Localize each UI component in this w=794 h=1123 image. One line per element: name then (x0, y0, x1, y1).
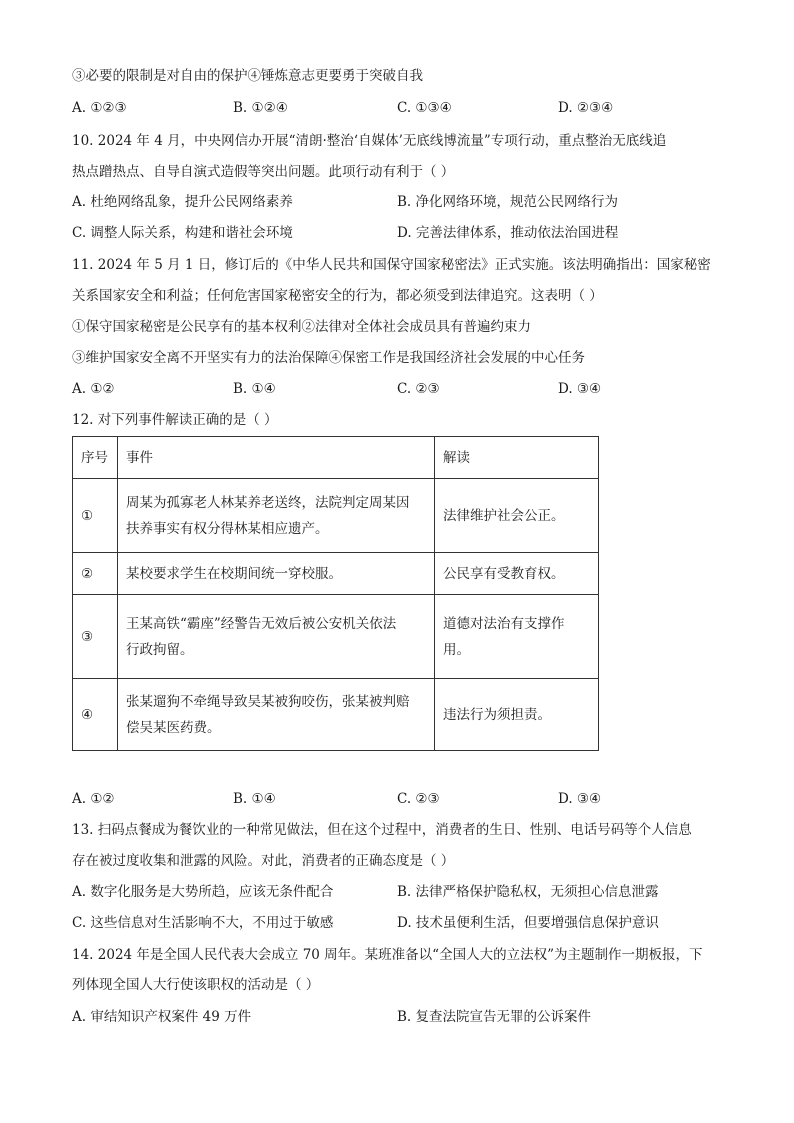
q9-option-d: D. ②③④ (558, 100, 614, 116)
table-header-row (73, 437, 599, 479)
header-interp: 解读 (435, 437, 599, 479)
row-event (118, 553, 435, 595)
q12-option-a: A. ①② (72, 791, 115, 807)
row-event (118, 679, 435, 751)
table-row (73, 595, 599, 679)
q11-option-b: B. ①④ (233, 381, 276, 397)
row-interp-line1: 公民享有受教育权。 (443, 565, 565, 582)
table-row (73, 479, 599, 553)
q10-option-d: D. 完善法律体系，推动依法治国进程 (397, 225, 619, 241)
q11-stem-line1: 11. 2024 年 5 月 1 日，修订后的《中华人民共和国保守国家秘密法》正式实施。该法明确指出：国家秘密 (72, 257, 711, 273)
row-interp-line1: 法律维护社会公正。 (443, 507, 565, 524)
q11-option-c: C. ②③ (397, 381, 440, 397)
row-interp (435, 679, 599, 751)
table-row (73, 679, 599, 751)
row-no: ① (73, 479, 118, 553)
row-no: ③ (73, 595, 118, 679)
q11-items-line2: ③维护国家安全离不开坚实有力的法治保障④保密工作是我国经济社会发展的中心任务 (72, 350, 585, 366)
q14-stem-line2: 列体现全国人大行使该职权的活动是（ ） (72, 977, 320, 993)
q12-option-b: B. ①④ (233, 791, 276, 807)
q13-stem-line2: 存在被过度收集和泄露的风险。对此，消费者的正确态度是（ ） (72, 853, 455, 869)
q14-stem-line1: 14. 2024 年是全国人民代表大会成立 70 周年。某班准备以“全国人大的立法权”为主题制作一期板报，下 (72, 947, 703, 963)
q11-option-d: D. ③④ (558, 381, 602, 397)
row-interp-line1: 道德对法治有支撑作 (443, 615, 565, 632)
q10-option-b: B. 净化网络环境，规范公民网络行为 (397, 194, 619, 210)
q9-option-a: A. ①②③ (72, 100, 127, 116)
table-row (73, 553, 599, 595)
row-event-line2: 偿吴某医药费。 (126, 719, 221, 736)
row-event-line1: 周某为孤寡老人林某养老送终，法院判定周某因 (126, 494, 410, 511)
row-event (118, 595, 435, 679)
q12-option-c: C. ②③ (397, 791, 440, 807)
header-event: 事件 (118, 437, 435, 479)
q14-option-b: B. 复查法院宣告无罪的公诉案件 (397, 1009, 592, 1025)
row-interp (435, 479, 599, 553)
q12-table (72, 436, 599, 751)
q9-option-c: C. ①③④ (397, 100, 452, 116)
q13-stem-line1: 13. 扫码点餐成为餐饮业的一种常见做法，但在这个过程中，消费者的生日、性别、电话号码等个人信息 (72, 822, 692, 838)
row-interp (435, 553, 599, 595)
q14-option-a: A. 审结知识产权案件 49 万件 (72, 1009, 252, 1025)
q12-option-d: D. ③④ (558, 791, 602, 807)
q13-option-b: B. 法律严格保护隐私权，无须担心信息泄露 (397, 884, 659, 900)
q11-stem-line2: 关系国家安全和利益；任何危害国家秘密安全的行为，都必须受到法律追究。这表明（ ） (72, 288, 603, 304)
row-event-line1: 王某高铁“霸座”经警告无效后被公安机关依法 (126, 615, 397, 632)
q9-option-b: B. ①②④ (233, 100, 288, 116)
q12-stem: 12. 对下列事件解读正确的是（ ） (72, 412, 278, 428)
row-no: ④ (73, 679, 118, 751)
q13-option-a: A. 数字化服务是大势所趋，应该无条件配合 (72, 884, 334, 900)
row-interp-line2: 用。 (443, 641, 470, 658)
q11-items-line1: ①保守国家秘密是公民享有的基本权利②法律对全体社会成员具有普遍约束力 (72, 319, 531, 335)
q10-stem-line1: 10. 2024 年 4 月，中央网信办开展“清朗·整治‘自媒体’无底线博流量”专项行动，重点整治无底线追 (72, 133, 667, 149)
q10-option-c: C. 调整人际关系，构建和谐社会环境 (72, 225, 293, 241)
q13-option-d: D. 技术虽便利生活，但要增强信息保护意识 (397, 915, 659, 931)
row-interp (435, 595, 599, 679)
q9-item-line: ③必要的限制是对自由的保护④锤炼意志更要勇于突破自我 (72, 68, 423, 84)
q11-option-a: A. ①② (72, 381, 115, 397)
q10-option-a: A. 杜绝网络乱象，提升公民网络素养 (72, 194, 293, 210)
row-no: ② (73, 553, 118, 595)
header-no: 序号 (73, 437, 118, 479)
row-event-line1: 张某遛狗不牵绳导致吴某被狗咬伤，张某被判赔 (126, 693, 410, 710)
row-event (118, 479, 435, 553)
row-interp-line1: 违法行为须担责。 (443, 706, 551, 723)
q10-stem-line2: 热点蹭热点、自导自演式造假等突出问题。此项行动有利于（ ） (72, 164, 455, 180)
q13-option-c: C. 这些信息对生活影响不大，不用过于敏感 (72, 915, 334, 931)
row-event-line2: 扶养事实有权分得林某相应遗产。 (126, 520, 329, 537)
row-event-line1: 某校要求学生在校期间统一穿校服。 (126, 565, 342, 582)
row-event-line2: 行政拘留。 (126, 641, 194, 658)
